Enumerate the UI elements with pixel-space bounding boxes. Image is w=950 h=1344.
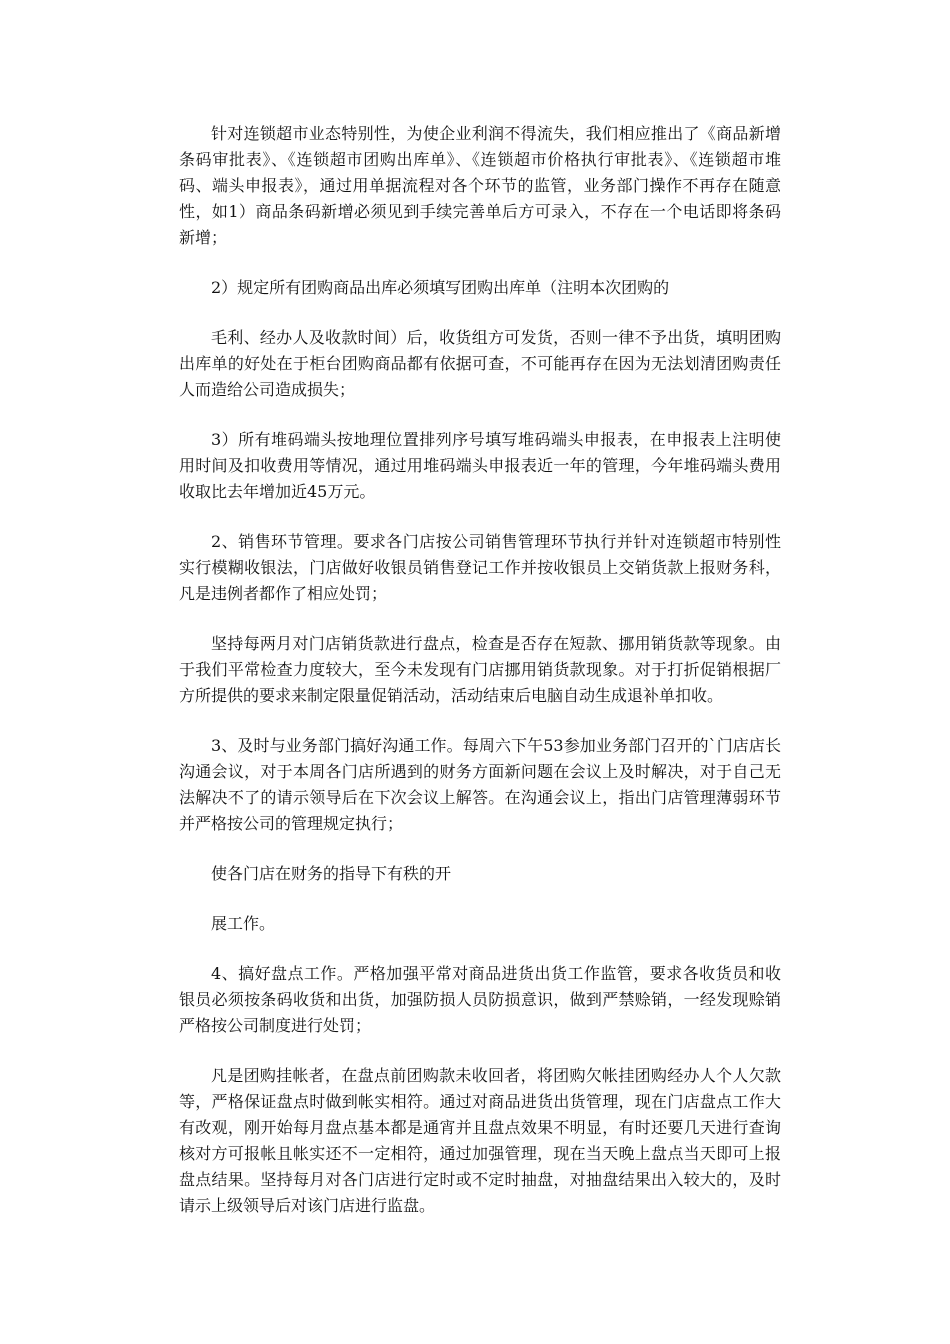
paragraph-sales-inventory-check: 坚持每两月对门店销货款进行盘点，检查是否存在短款、挪用销货款等现象。由于我们平常检查力度较大，至今未发现有门店挪用销货款现象。对于打折促销根据厂方所提供的要求来制定限量促销活动，活动结束后电脑自动生成退补单扣收。 xyxy=(179,634,781,705)
paragraph-work-continued: 展工作。 xyxy=(211,914,276,933)
paragraph-stocktaking: 4、搞好盘点工作。严格加强平常对商品进货出货工作监管，要求各收货员和收银员必须按条码收货和出货，加强防损人员防损意识，做到严禁赊销，一经发现赊销严格按公司制度进行处罚； xyxy=(179,964,781,1035)
document-body xyxy=(179,121,781,1243)
paragraph-communication: 3、及时与业务部门搞好沟通工作。每周六下午53参加业务部门召开的`门店店长沟通会议，对于本周各门店所遇到的财务方面新问题在会议上及时解决，对于自己无法解决不了的请示领导后在下次会议上解答。在沟通会议上，指出门店管理薄弱环节并严格按公司的管理规定执行； xyxy=(179,736,781,833)
paragraph-stocktaking-results: 凡是团购挂帐者，在盘点前团购款未收回者，将团购欠帐挂团购经办人个人欠款等，严格保证盘点时做到帐实相符。通过对商品进货出货管理，现在门店盘点工作大有改观，刚开始每月盘点基本都是通宵并且盘点效果不明显，有时还要几天进行查询核对方可报帐且帐实还不一定相符，通过加强管理，现在当天晚上盘点当天即可上报盘点结果。坚持每月对各门店进行定时或不定时抽盘，对抽盘结果出入较大的，及时请示上级领导后对该门店进行监盘。 xyxy=(179,1066,781,1215)
paragraph-intro-forms: 针对连锁超市业态特别性，为使企业利润不得流失，我们相应推出了《商品新增条码审批表》、《连锁超市团购出库单》、《连锁超市价格执行审批表》、《连锁超市堆码、端头申报表》，通过用单据流程对各个环节的监管，业务部门操作不再存在随意性，如1）商品条码新增必须见到手续完善单后方可录入，不存在一个电话即将条码新增； xyxy=(179,124,781,247)
paragraph-group-purchase-rule: 2）规定所有团购商品出库必须填写团购出库单（注明本次团购的 xyxy=(211,278,670,297)
paragraph-group-purchase-detail: 毛利、经办人及收款时间）后，收货组方可发货，否则一律不予出货，填明团购出库单的好处在于柜台团购商品都有依据可查，不可能再存在因为无法划清团购责任人而造给公司造成损失； xyxy=(179,328,781,399)
paragraph-sales-management: 2、销售环节管理。要求各门店按公司销售管理环节执行并针对连锁超市特别性实行模糊收银法，门店做好收银员销售登记工作并按收银员上交销货款上报财务科，凡是违例者都作了相应处罚； xyxy=(179,532,781,603)
paragraph-stacking-endcap: 3）所有堆码端头按地理位置排列序号填写堆码端头申报表，在申报表上注明使用时间及扣收费用等情况，通过用堆码端头申报表近一年的管理，今年堆码端头费用收取比去年增加近45万元。 xyxy=(179,430,781,501)
paragraph-orderly-work: 使各门店在财务的指导下有秩的开 xyxy=(211,864,452,883)
